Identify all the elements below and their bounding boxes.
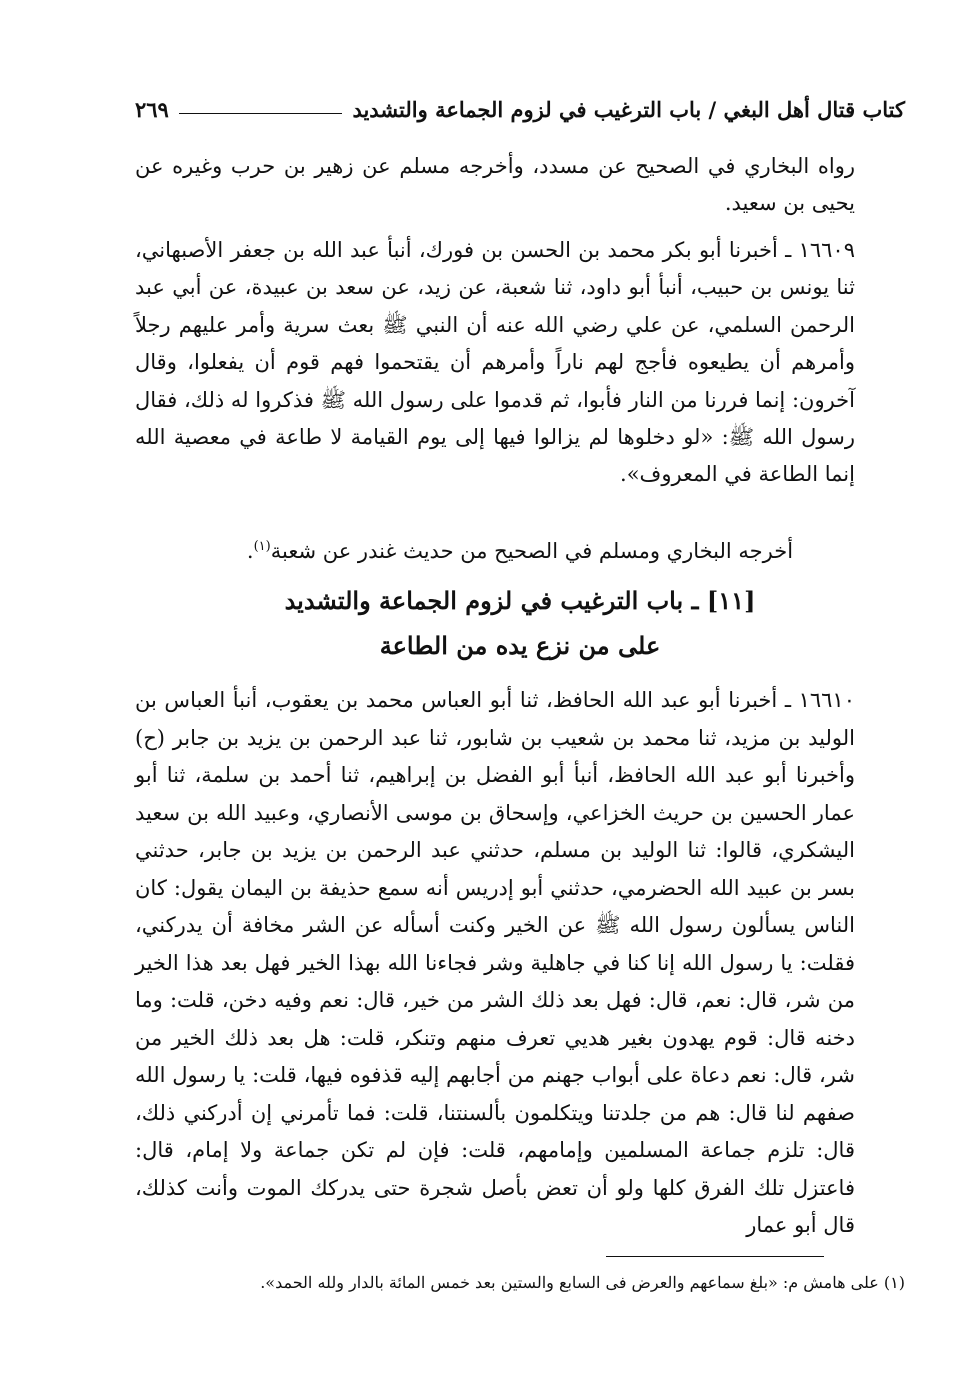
header-rule <box>179 113 343 114</box>
paragraph-3-text: أخرجه البخاري ومسلم في الصحيح من حديث غندر عن شعبة <box>270 539 794 563</box>
running-header <box>135 92 905 126</box>
paragraph-4 <box>135 682 905 1245</box>
paragraph-1-text: رواه البخاري في الصحيح عن مسدد، وأخرجه مسلم عن زهير بن حرب وغيره عن يحيى بن سعيد. <box>135 154 855 216</box>
running-title: كتاب قتال أهل البغي / باب الترغيب في لزوم الجماعة والتشديد <box>352 96 905 122</box>
paragraph-3-end: . <box>246 539 254 563</box>
page-number: ٢٦٩ <box>135 96 169 122</box>
paragraph-2 <box>135 232 905 494</box>
section-heading <box>135 578 905 668</box>
paragraph-3 <box>135 528 905 570</box>
paragraph-2-text: ١٦٦٠٩ ـ أخبرنا أبو بكر محمد بن الحسن بن فورك، أنبأ عبد الله بن جعفر الأصبهاني، ثنا يونس بن حبيب، أنبأ أبو داود، ثنا شعبة، عن زيد، عن سعد بن عبيدة، عن أبي عبد الرحمن السلمي، عن علي رضي الله عنه أن النبي ﷺ بعث سرية وأمر عليهم رجلاً وأمرهم أن يطيعوه فأجج لهم ناراً وأمرهم أن يقتحموا فهم قوم أن يفعلوا، وقال آخرون: إنما فررنا من النار فأبوا، ثم قدموا على رسول الله ﷺ فذكروا له ذلك، فقال رسول الله ﷺ: «لو دخلوها لم يزالوا فيها إلى يوم القيامة لا طاعة في معصية الله إنما الطاعة في المعروف». <box>135 238 855 487</box>
paragraph-3-line <box>135 528 905 570</box>
section-heading-line-1: [١١] ـ باب الترغيب في لزوم الجماعة والتشديد <box>284 586 756 615</box>
section-heading-line-2: على من نزع يده من الطاعة <box>379 631 661 660</box>
paragraph-1 <box>135 148 905 223</box>
footnote: (١) على هامش م: «بلغ سماعهم والعرض فى السابع والستين بعد خمس المائة بالدار ولله الحمد». <box>260 1273 905 1292</box>
footnote-reference: (١) <box>253 539 271 554</box>
paragraph-4-text: ١٦٦١٠ ـ أخبرنا أبو عبد الله الحافظ، ثنا أبو العباس محمد بن يعقوب، أنبأ العباس بن الوليد بن مزيد، ثنا محمد بن شعيب بن شابور، ثنا عبد الرحمن بن يزيد بن جابر (ح) وأخبرنا أبو عبد الله الحافظ، أنبأ أبو الفضل بن إبراهيم، ثنا أحمد بن سلمة، ثنا أبو عمار الحسين بن حريث الخزاعي، وإسحاق بن موسى الأنصاري، وعبيد الله بن سعيد اليشكري، قالوا: ثنا الوليد بن مسلم، حدثني عبد الرحمن بن يزيد بن جابر، حدثني بسر بن عبيد الله الحضرمي، حدثني أبو إدريس أنه سمع حذيفة بن اليمان يقول: كان الناس يسألون رسول الله ﷺ عن الخير وكنت أسأله عن الشر مخافة أن يدركني، فقلت: يا رسول الله إنا كنا في جاهلية وشر فجاءنا الله بهذا الخير فهل بعد هذا الخير من شر، قال: نعم، قال: فهل بعد ذلك الشر من خير، قال: نعم وفيه دخن، قلت: وما دخنه قال: قوم يهدون بغير هديي تعرف منهم وتنكر، قلت: هل بعد ذلك الخير من شر، قال: نعم دعاة على أبواب جهنم من أجابهم إليه قذفوه فيها، قلت: يا رسول الله صفهم لنا قال: هم من جلدتنا ويتكلمون بألسنتنا، قلت: فما تأمرني إن أدركني ذلك، قال: تلزم جماعة المسلمين وإمامهم، قلت: فإن لم تكن جماعة ولا إمام، قال: فاعتزل تلك الفرق كلها ولو أن تعض بأصل شجرة حتى يدركك الموت وأنت كذلك، قال أبو عمار <box>135 688 855 1237</box>
footnote-rule <box>606 1256 824 1257</box>
